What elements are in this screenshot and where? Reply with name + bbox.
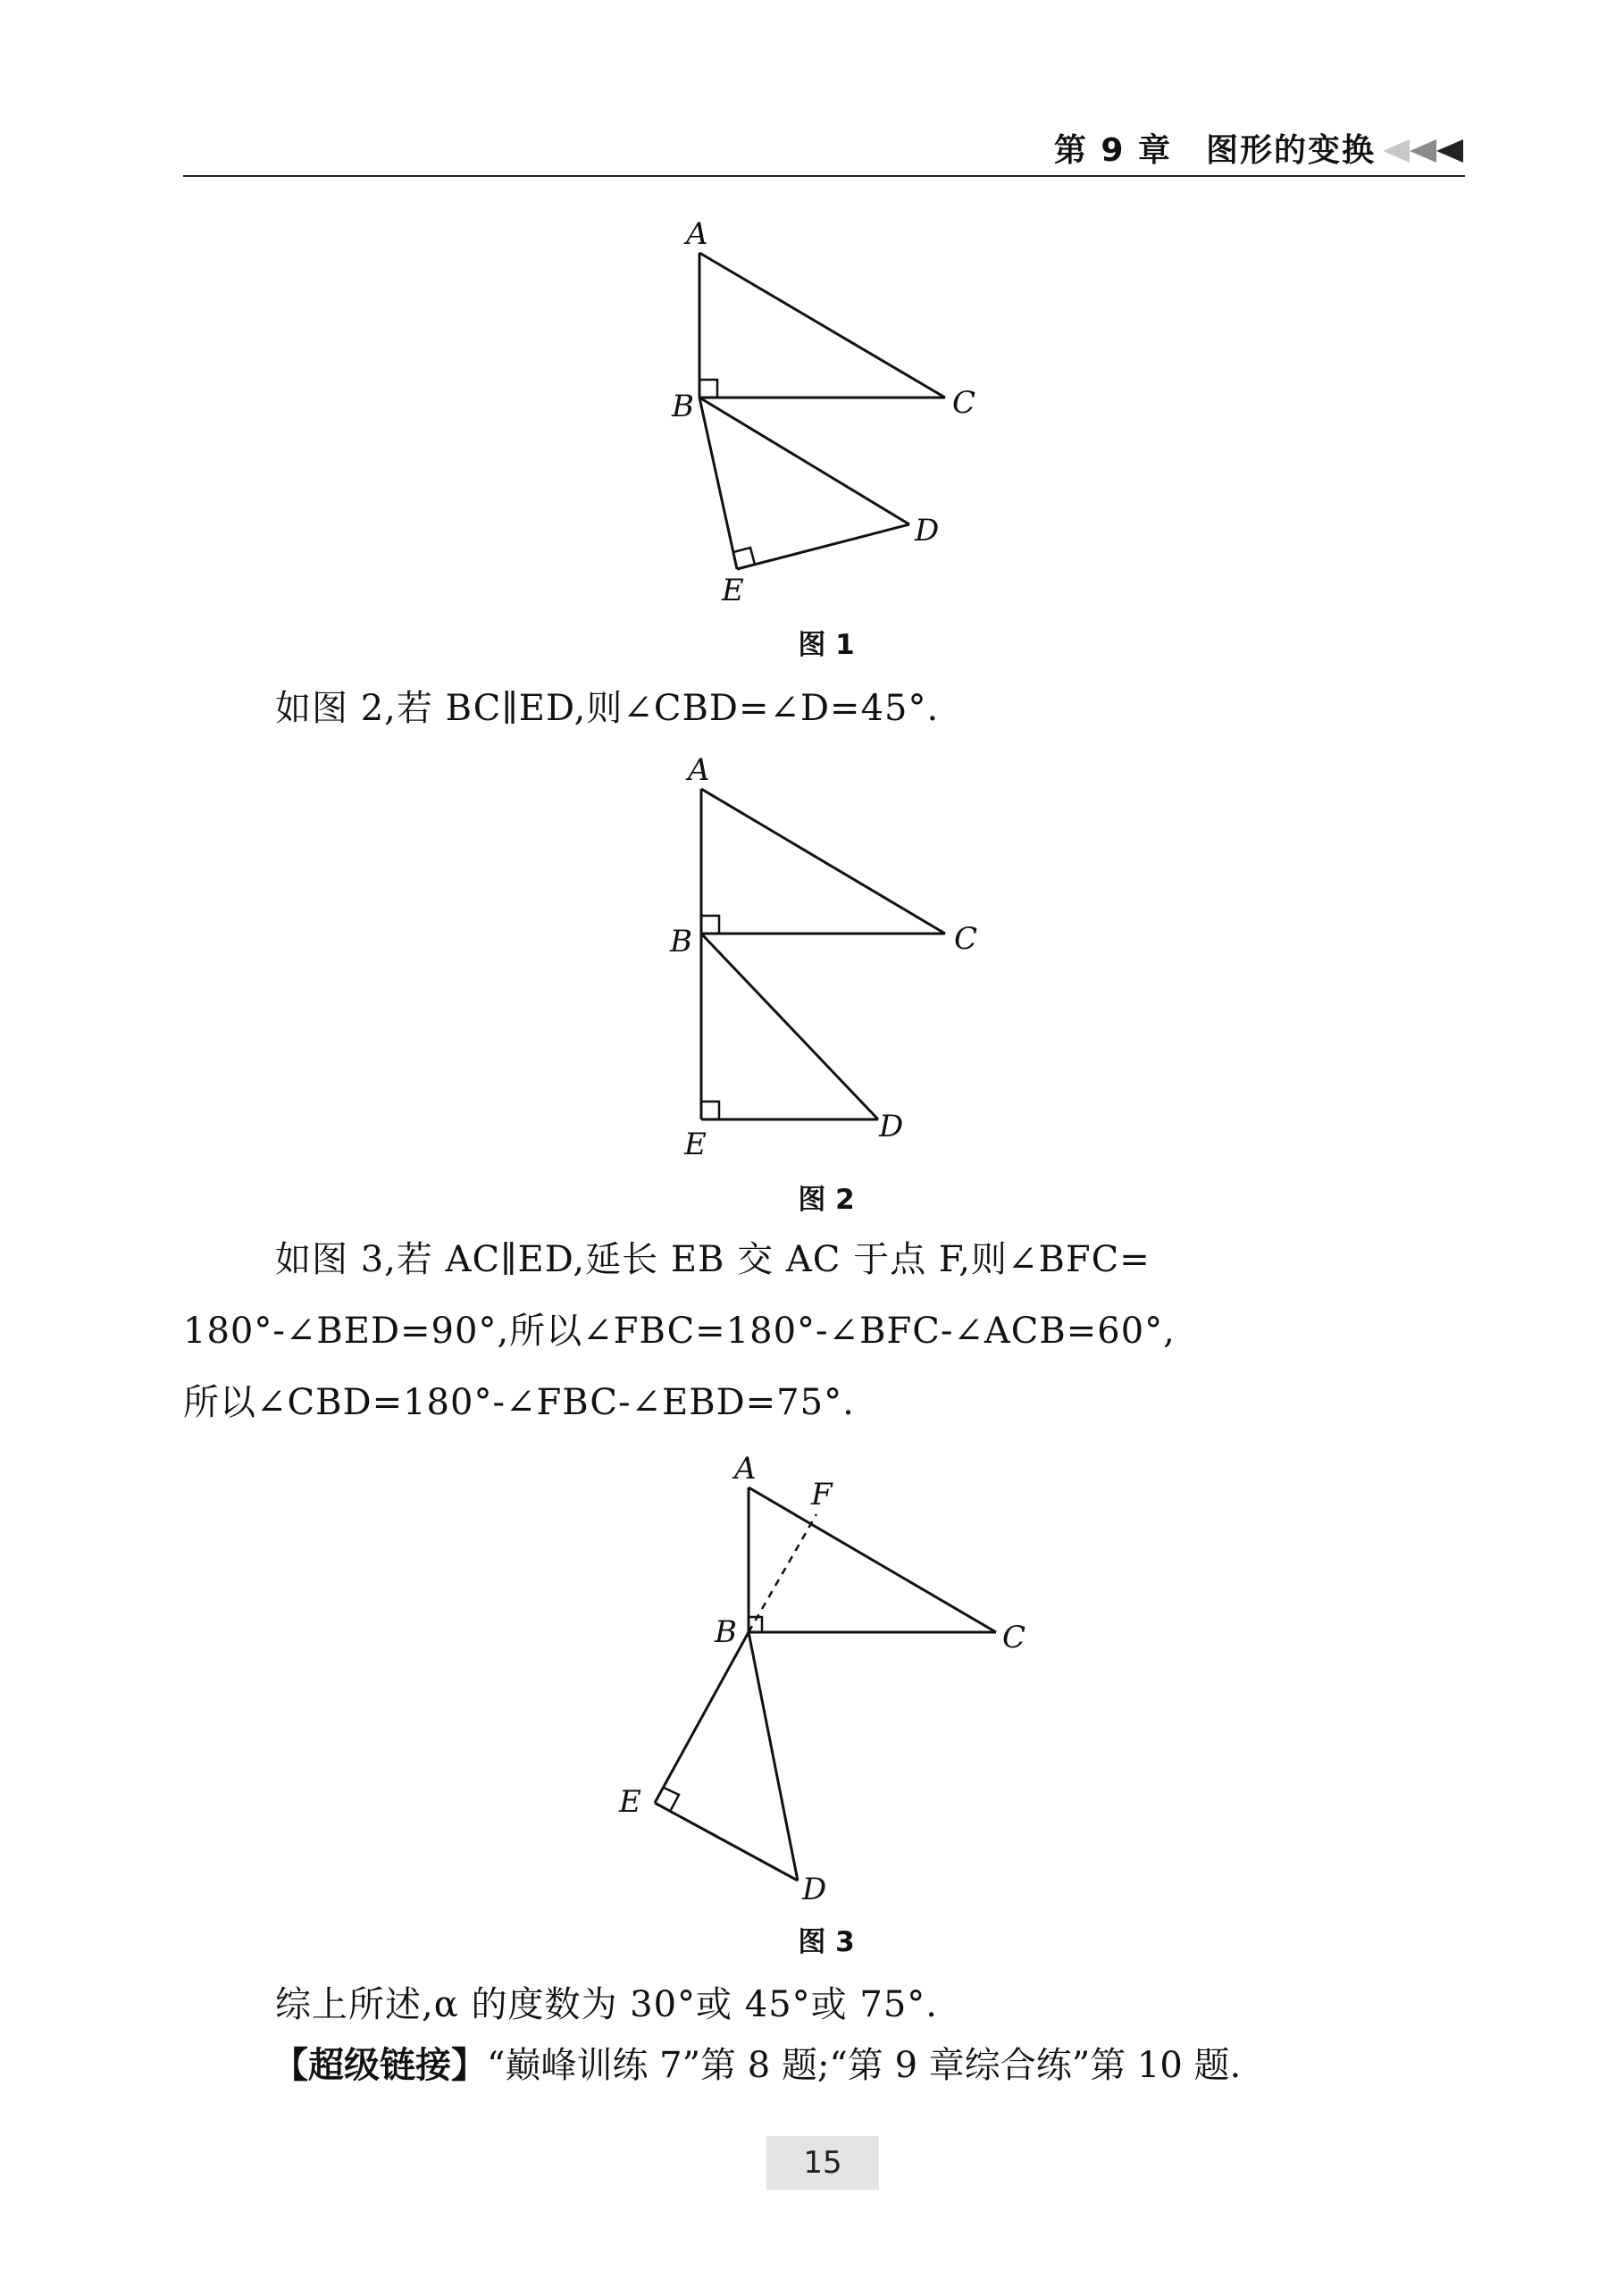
point-label-b: B [672, 389, 694, 424]
point-label-e: E [619, 1784, 641, 1820]
page-number: 15 [766, 2136, 879, 2190]
point-label-f: F [811, 1477, 833, 1512]
paragraph-2-line-1: 如图 3,若 AC∥ED,延长 EB 交 AC 于点 F,则∠BFC= [275, 1239, 1151, 1280]
point-label-e: E [684, 1127, 707, 1162]
figure-3-caption: 图 3 [798, 1926, 855, 1958]
point-label-c: C [952, 385, 976, 421]
right-angle-mark-e [664, 1788, 679, 1810]
point-label-d: D [915, 513, 940, 549]
figure-1-caption: 图 1 [798, 629, 855, 661]
paragraph-2-line-2: 180°-∠BED=90°,所以∠FBC=180°-∠BFC-∠ACB=60°, [183, 1311, 1176, 1352]
segment-ac [749, 1487, 996, 1632]
point-label-e: E [722, 573, 744, 608]
point-label-a: A [688, 752, 710, 788]
figure-2-caption: 图 2 [798, 1184, 855, 1216]
point-label-a: A [734, 1451, 757, 1487]
segment-be [655, 1632, 749, 1803]
point-label-b: B [715, 1614, 737, 1650]
point-label-c: C [954, 921, 978, 957]
segment-ed [655, 1803, 798, 1881]
segment-bd [749, 1632, 798, 1881]
super-link-tag: 【超级链接】 [272, 2045, 487, 2086]
point-label-a: A [686, 216, 708, 252]
point-label-d: D [879, 1109, 904, 1144]
point-label-d: D [802, 1872, 827, 1907]
paragraph-1: 如图 2,若 BC∥ED,则∠CBD=∠D=45°. [275, 688, 940, 729]
paragraph-2-line-3: 所以∠CBD=180°-∠FBC-∠EBD=75°. [183, 1382, 855, 1423]
super-link-text: “巅峰训练 7”第 8 题;“第 9 章综合练”第 10 题. [487, 2045, 1242, 2086]
paragraph-3: 综上所述,α 的度数为 30°或 45°或 75°. [275, 1984, 938, 2025]
chapter-title: 第 9 章 图形的变换 [1053, 132, 1376, 169]
segment-bf-dashed [749, 1514, 816, 1632]
point-label-b: B [670, 924, 692, 959]
super-link-line [272, 2039, 1241, 2092]
point-label-c: C [1002, 1620, 1026, 1655]
